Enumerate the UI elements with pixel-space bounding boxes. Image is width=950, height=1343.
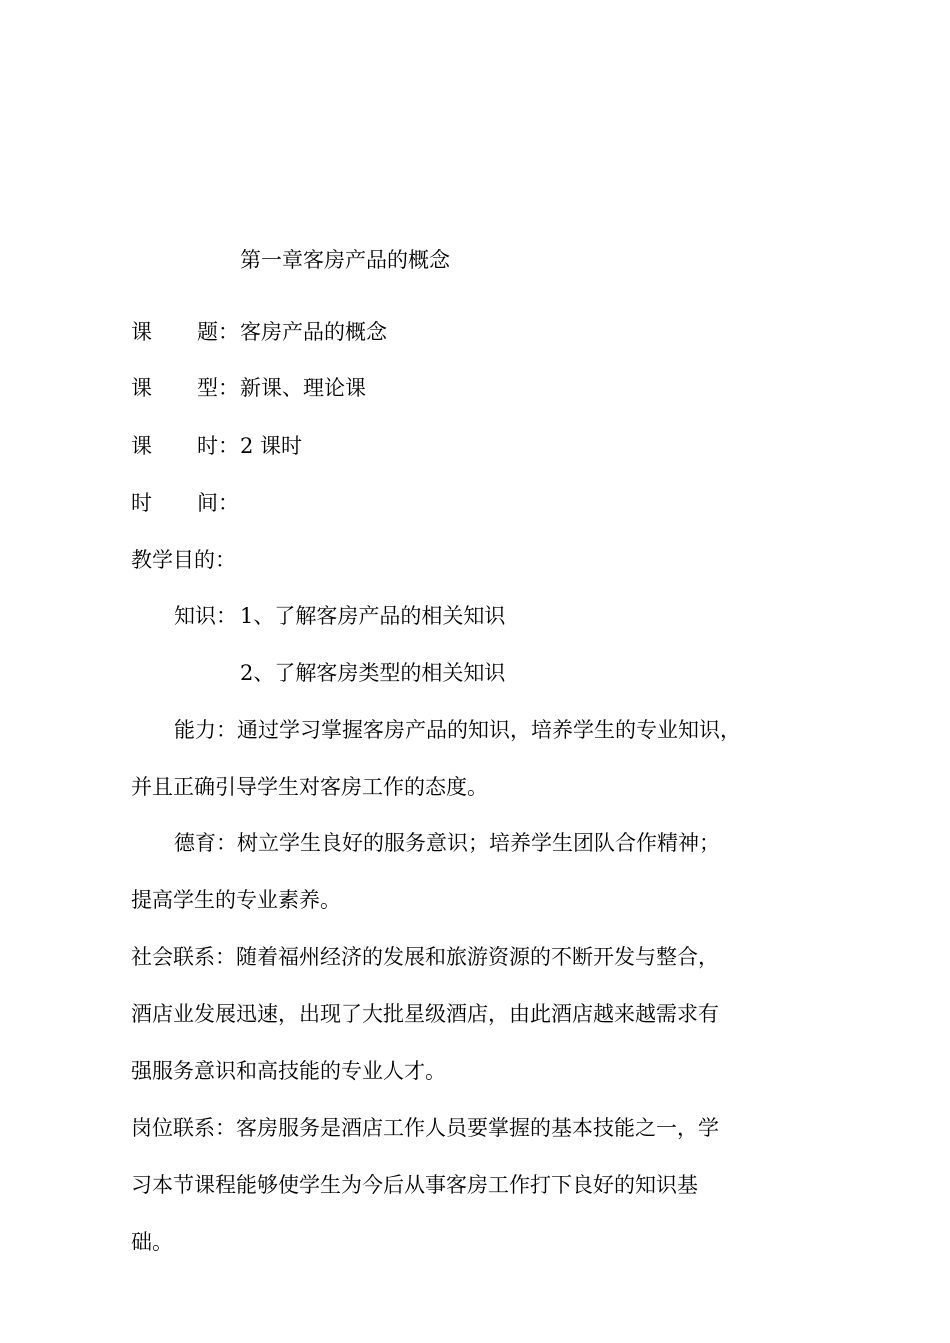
ability-line-1: 能力：通过学习掌握客房产品的知识，培养学生的专业知识， [174,718,741,742]
objectives-heading: 教学目的： [131,548,236,572]
social-line-1: 社会联系：随着福州经济的发展和旅游资源的不断开发与整合， [131,945,719,969]
field-hours-char2: 时： [197,434,239,458]
field-topic-char1: 课 [131,320,152,344]
field-type-char2: 型： [197,376,239,400]
field-hours-char1: 课 [131,434,152,458]
field-topic-char2: 题： [197,320,239,344]
field-hours-value: 2 课时 [240,434,303,458]
field-time-char2: 间： [197,491,239,515]
moral-line-1: 德育：树立学生良好的服务意识；培养学生团队合作精神； [174,831,720,855]
field-type-char1: 课 [131,376,152,400]
field-type-value: 新课、理论课 [240,376,366,400]
job-line-1: 岗位联系：客房服务是酒店工作人员要掌握的基本技能之一，学 [131,1116,719,1140]
social-line-2: 酒店业发展迅速，出现了大批星级酒店，由此酒店越来越需求有 [131,1002,719,1026]
chapter-title: 第一章客房产品的概念 [240,248,450,272]
moral-line-2: 提高学生的专业素养。 [131,888,341,912]
knowledge-label: 知识： [174,604,237,628]
job-line-3: 础。 [131,1230,173,1254]
knowledge-item-1: 1、了解客房产品的相关知识 [240,604,506,628]
field-topic-value: 客房产品的概念 [240,320,387,344]
knowledge-item-2: 2、了解客房类型的相关知识 [240,661,506,685]
field-time-char1: 时 [131,491,152,515]
ability-line-2: 并且正确引导学生对客房工作的态度。 [131,775,488,799]
social-line-3: 强服务意识和高技能的专业人才。 [131,1059,446,1083]
job-line-2: 习本节课程能够使学生为今后从事客房工作打下良好的知识基 [131,1173,698,1197]
